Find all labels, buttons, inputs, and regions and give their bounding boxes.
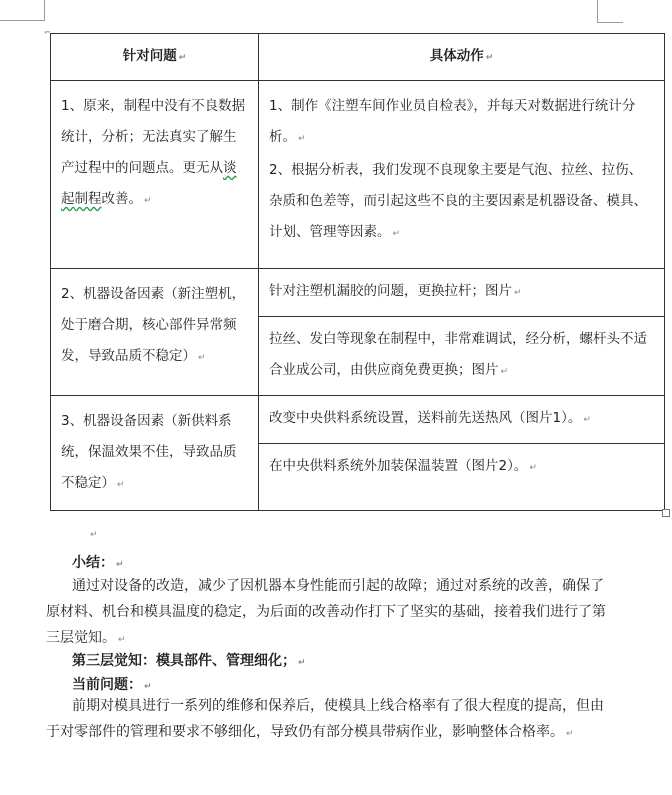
action-cell-2a: 针对注塑机漏胶的问题，更换拉杆；图片 ↵ bbox=[259, 269, 665, 317]
table-anchor-icon[interactable]: ⌐ bbox=[44, 28, 51, 37]
summary-text: 通过对设备的改造，减少了因机器本身性能而引起的故障；通过对系统的改善，确保了原材料、机台和模具温度的稳定，为后面的改善动作打下了坚实的基础，接着我们进行了第三层觉知。 ↵ bbox=[46, 578, 606, 646]
section3-subheading: 当前问题： ↵ bbox=[72, 677, 152, 693]
section3-heading: 第三层觉知：模具部件、管理细化； ↵ bbox=[72, 653, 306, 669]
action-cell-3a: 改变中央供料系统设置，送料前先送热风（图片1）。 ↵ bbox=[259, 396, 665, 444]
summary-heading: 小结： ↵ bbox=[72, 555, 124, 571]
action-cell-1 bbox=[259, 81, 665, 269]
crop-mark-top-left bbox=[44, 0, 45, 20]
table-row bbox=[51, 269, 665, 317]
header-problem: 针对问题 ↵ bbox=[51, 34, 259, 81]
header-action: 具体动作 ↵ bbox=[259, 34, 665, 81]
section3-text: 前期对模具进行一系列的维修和保养后，使模具上线合格率有了很大程度的提高，但由于对零部件的管理和要求不够细化，导致仍有部分模具带病作业，影响整体合格率。 ↵ bbox=[46, 698, 604, 740]
table-resize-handle[interactable] bbox=[662, 509, 670, 517]
problem-cell-1: 1、原来，制程中没有不良数据统计，分析；无法真实了解生产过程中的问题点。更无从谈起制程改善。 ↵ bbox=[51, 81, 259, 269]
crop-mark-top-right-horizontal bbox=[597, 22, 623, 23]
action-cell-2b: 拉丝、发白等现象在制程中，非常难调试，经分析，螺杆头不适合业成公司，由供应商免费更换；图片 ↵ bbox=[259, 317, 665, 396]
crop-mark-top-right bbox=[597, 0, 598, 22]
action-1-2: 2、根据分析表，我们发现不良现象主要是气泡、拉丝、拉伤、杂质和色差等，而引起这些不良的主要因素是机器设备、模具、计划、管理等因素。 ↵ bbox=[269, 162, 647, 240]
table-row bbox=[51, 81, 665, 269]
action-cell-3b: 在中央供料系统外加装保温装置（图片2）。 ↵ bbox=[259, 444, 665, 511]
action-1-1: 1、制作《注塑车间作业员自检表》，并每天对数据进行统计分析。 ↵ bbox=[269, 98, 636, 145]
problem-cell-2: 2、机器设备因素（新注塑机，处于磨合期，核心部件异常频发，导致品质不稳定） ↵ bbox=[51, 269, 259, 396]
problem-cell-3: 3、机器设备因素（新供料系统，保温效果不佳，导致品质不稳定） ↵ bbox=[51, 396, 259, 511]
improvement-table bbox=[50, 33, 665, 511]
crop-mark-top-left-horizontal bbox=[0, 20, 45, 21]
table-row bbox=[51, 396, 665, 444]
empty-paragraph-mark: ↵ bbox=[90, 530, 98, 540]
table-header-row bbox=[51, 34, 665, 81]
